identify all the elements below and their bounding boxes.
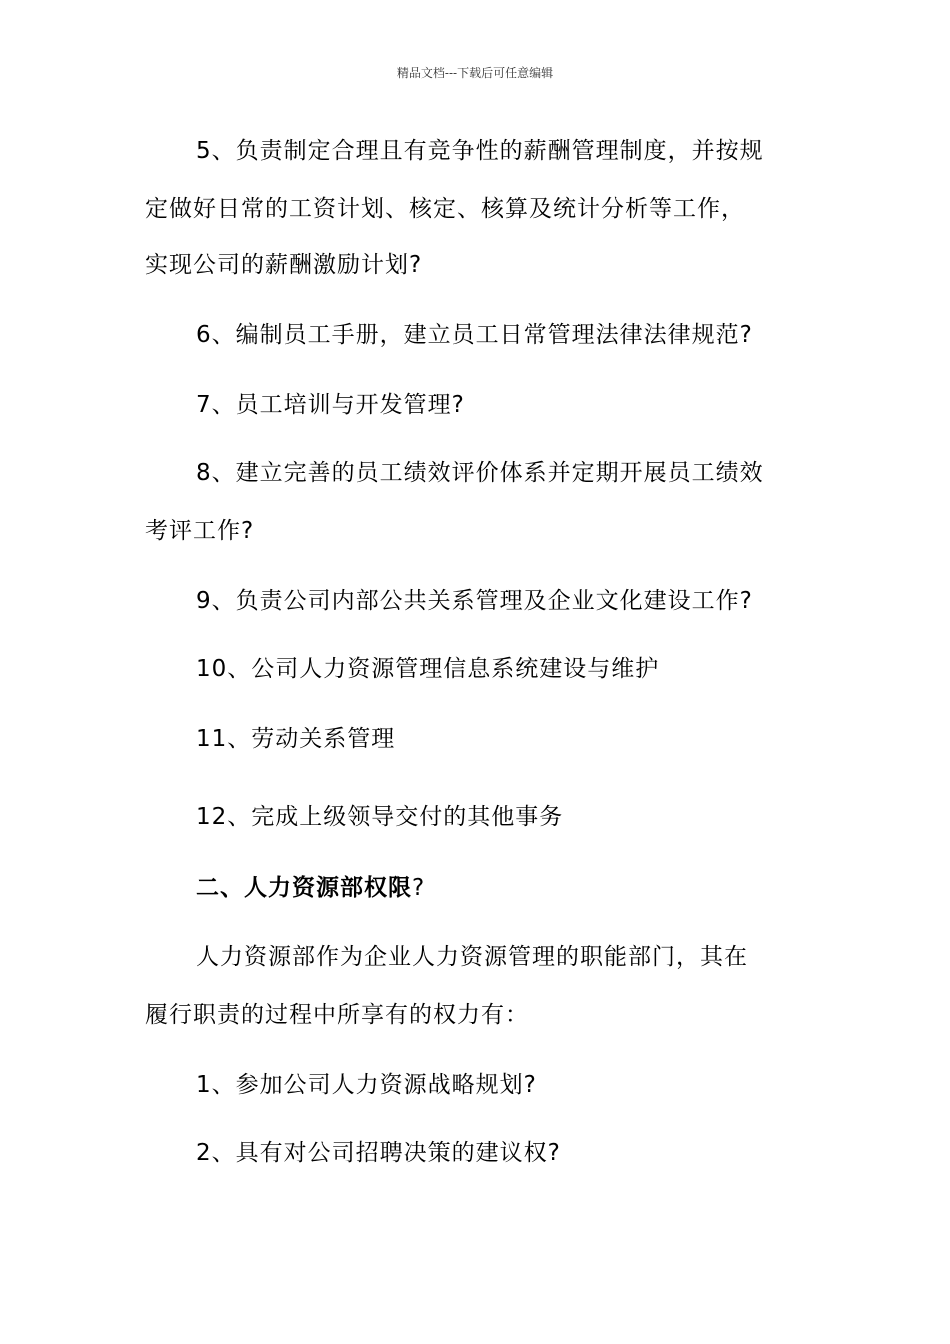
list-item-12: 12、完成上级领导交付的其他事务 (196, 804, 564, 830)
list-item-11: 11、劳动关系管理 (196, 726, 396, 752)
section-heading (196, 873, 425, 903)
list-item-7: 7、员工培训与开发管理? (196, 392, 465, 418)
page-header: 精品文档---下载后可任意编辑 (396, 66, 554, 80)
list-item-5-line1: 5、负责制定合理且有竞争性的薪酬管理制度，并按规 (196, 138, 764, 164)
section-heading-suffix: ? (412, 875, 426, 901)
list-item-5-line2: 定做好日常的工资计划、核定、核算及统计分析等工作， (145, 196, 745, 222)
rights-item-1: 1、参加公司人力资源战略规划? (196, 1072, 537, 1098)
list-item-5-line3: 实现公司的薪酬激励计划? (145, 252, 423, 278)
list-item-8-line2: 考评工作? (145, 518, 255, 544)
list-item-10: 10、公司人力资源管理信息系统建设与维护 (196, 656, 660, 682)
section-heading-text: 二、人力资源部权限 (196, 875, 412, 901)
rights-item-2: 2、具有对公司招聘决策的建议权? (196, 1140, 561, 1166)
list-item-9: 9、负责公司内部公共关系管理及企业文化建设工作? (196, 588, 753, 614)
list-item-6: 6、编制员工手册，建立员工日常管理法律法律规范? (196, 322, 753, 348)
list-item-8-line1: 8、建立完善的员工绩效评价体系并定期开展员工绩效 (196, 460, 764, 486)
section-paragraph-line1: 人力资源部作为企业人力资源管理的职能部门，其在 (196, 944, 748, 970)
section-paragraph-line2: 履行职责的过程中所享有的权力有： (145, 1002, 529, 1028)
